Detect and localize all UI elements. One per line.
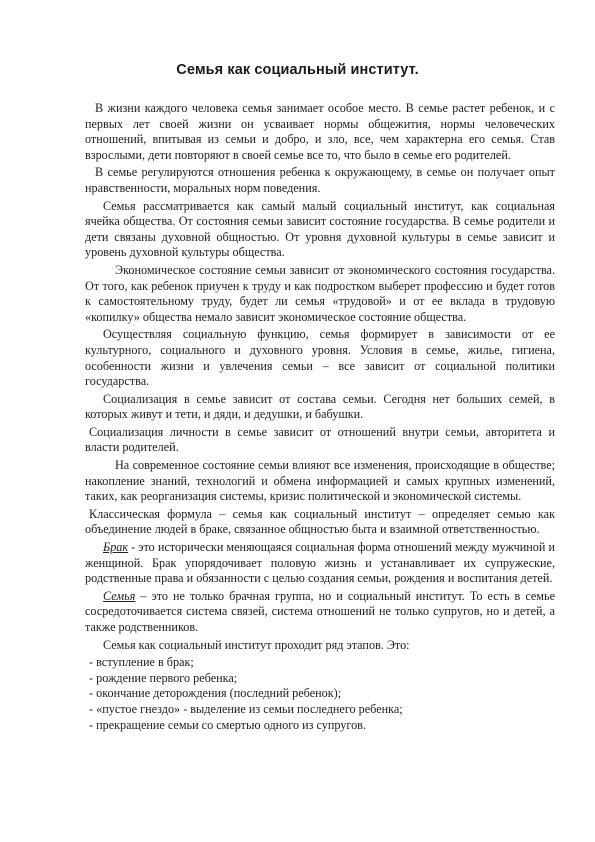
definition-brak: - это исторически меняющаяся социальная форма отношений между мужчиной и женщиной. Брак упорядочивает половую жизнь и устанавливает их супружеские, родственные права и обязанности с целью создания семьи, рождения и воспитания детей. (85, 540, 555, 586)
paragraph-5: Осуществляя социальную функцию, семья формирует в зависимости от ее культурного, социального и духовного уровня. Условия в семье, жилье, гигиена, особенности жизни и увлечения семьи – все зависит от социальной политики государства. (85, 327, 555, 389)
paragraph-semya (85, 589, 555, 636)
definition-semya: – это не только брачная группа, но и социальный институт. То есть в семье сосредоточивается система связей, система отношений не только супругов, но и детей, а также родственников. (85, 588, 555, 634)
paragraph-brak (85, 540, 555, 587)
list-item: - вступление в брак; (89, 655, 194, 670)
term-brak: Брак (103, 540, 129, 555)
term-semya: Семья (103, 588, 136, 603)
page-title: Семья как социальный институт. (176, 62, 419, 78)
list-item: - «пустое гнездо» - выделение из семьи последнего ребенка; (89, 701, 403, 716)
paragraph-4: Экономическое состояние семьи зависит от экономического состояния государства. От того, как ребенок приучен к труду и как подростком выберет профессию и будет готов к самостоятельному труду, будет ли семья «трудовой» и от ее вклада в трудовую «копилку» общества немало зависит экономическое состояние общества. (85, 262, 555, 324)
paragraph-6: Социализация в семье зависит от состава семьи. Сегодня нет больших семей, в которых живут и тети, и дяди, и дедушки, и бабушки. (85, 391, 555, 422)
stages-intro: Семья как социальный институт проходит ряд этапов. Это: (103, 637, 410, 652)
document-body (85, 101, 555, 733)
paragraph-3: Семья рассматривается как самый малый социальный институт, как социальная ячейка общества. От состояния семьи зависит состояние государства. В семье родители и дети связаны духовной общностью. От уровня духовной культуры в семье зависит и уровень духовной культуры общества. (85, 198, 555, 260)
paragraph-7: Социализация личности в семье зависит от отношений внутри семьи, авторитета и власти родителей. (85, 424, 555, 455)
list-item: - прекращение семьи со смертью одного из супругов. (89, 717, 366, 732)
stages-list (85, 655, 555, 733)
paragraph-8: На современное состояние семьи влияют все изменения, происходящие в обществе; накопление знаний, технологий и обмена информацией и самых крупных изменений, таких, как реорганизация системы, кризис политической и экономической системы. (85, 458, 555, 504)
paragraph-1: В жизни каждого человека семья занимает особое место. В семье растет ребенок, и с первых лет своей жизни он усваивает нормы общежития, нормы человеческих отношений, впитывая из семьи и добро, и зло, все, чем характерна его семья. Став взрослыми, дети повторяют в своей семье все то, что было в семье его родителей. (85, 101, 555, 162)
paragraph-9: Классическая формула – семья как социальный институт – определяет семью как объединение людей в браке, связанное общностью быта и взаимной ответственностью. (85, 506, 555, 537)
paragraph-2: В семье регулируются отношения ребенка к окружающему, в семье он получает опыт нравственности, моральных норм поведения. (85, 165, 555, 195)
list-item: - окончание деторождения (последний ребенок); (89, 686, 342, 701)
list-item: - рождение первого ребенка; (89, 670, 238, 685)
